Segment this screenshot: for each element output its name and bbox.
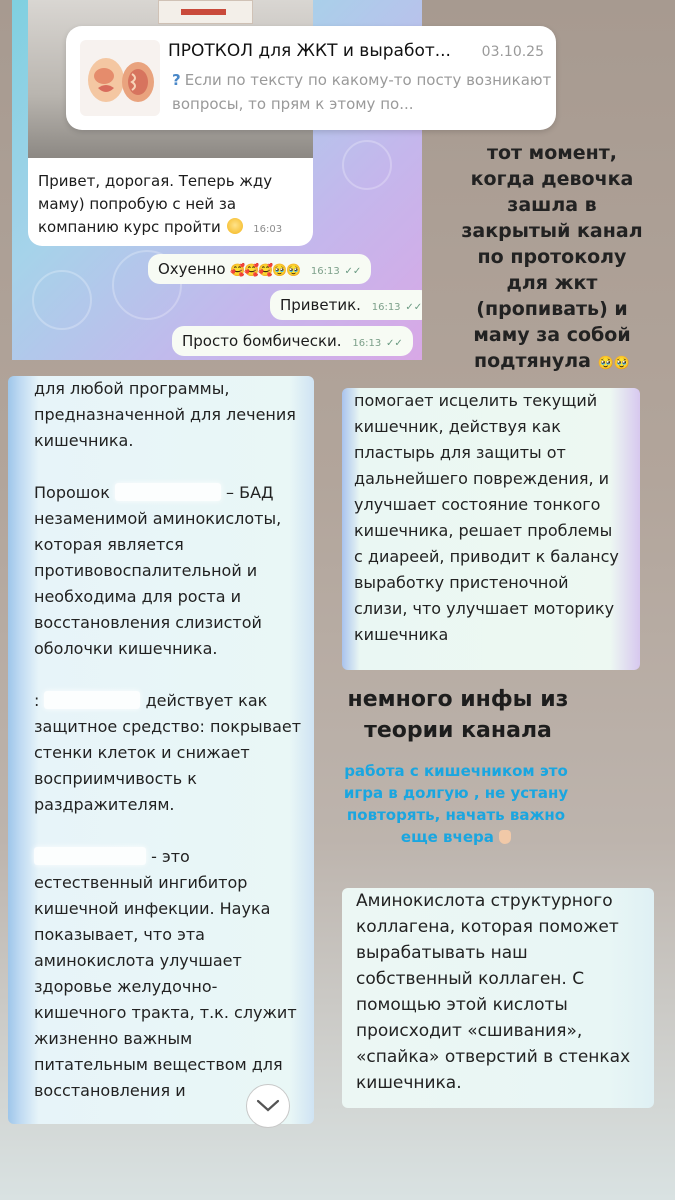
- waving-hand-icon: [499, 830, 511, 844]
- text-card-right-top-body: помогает исцелить текущий кишечник, действуя как пластырь для защиты от дальнейшего повреждения, и улучшает состояние тонкого кишечника, решает проблемы с диареей, приводит к балансу выработку пристеночной слизи, что улучшает моторику кишечника: [354, 391, 619, 644]
- smiling-face-icon: [227, 218, 243, 234]
- message-time: 16:03: [253, 224, 283, 235]
- paragraph: для любой программы, предназначенной для лечения кишечника.: [34, 379, 296, 450]
- teal-note: [336, 760, 576, 848]
- caption-line: подтянула: [474, 350, 591, 372]
- caption-line: когда девочка: [470, 168, 634, 190]
- paragraph: [34, 480, 306, 662]
- paragraph-text: - это естественный ингибитор кишечной инфекции. Наука показывает, что эта аминокислота улучшает здоровье желудочно-кишечного тракта, т.к. служит жизненно важным питательным веществом для восстановления и: [34, 847, 297, 1100]
- message-time: 16:13: [371, 302, 401, 313]
- paragraph-text: Порошок: [34, 483, 110, 502]
- background-doodle: [32, 270, 92, 330]
- message-time: 16:13: [352, 338, 382, 349]
- paragraph-text: действует как защитное средство: покрывает стенки клеток и снижает восприимчивость к раздражителям.: [34, 691, 302, 814]
- message-emoji: 🥰🥰🥰🥹🥹: [230, 263, 301, 277]
- background-doodle: [342, 140, 392, 190]
- redacted-block: [34, 847, 146, 865]
- incoming-message-text: Привет, дорогая. Теперь жду маму) попробую с ней за компанию курс пройти: [38, 172, 273, 236]
- caption-line: закрытый канал: [461, 220, 643, 242]
- digestive-system-icon: [80, 40, 160, 116]
- caption-line-last: [428, 348, 675, 377]
- caption-line: маму за собой: [473, 324, 631, 346]
- caption-line: для жкт: [506, 272, 598, 294]
- caption-line: зашла в: [507, 194, 597, 216]
- caption-line: (пропивать) и: [476, 298, 628, 320]
- pinned-post-date: 03.10.25: [481, 44, 544, 60]
- pinned-preview-text: Если по тексту по какому-то посту возникают вопросы, то прям к этому по...: [172, 71, 552, 113]
- paragraph: [34, 844, 306, 1104]
- section-heading: немного инфы из теории канала: [347, 687, 569, 743]
- message-time: 16:13: [310, 266, 340, 277]
- paragraph-text: – БАД незаменимой аминокислоты, которая является противовоспалительной и необходима для роста и восстановления слизистой оболочки кишечника.: [34, 483, 282, 658]
- outgoing-message[interactable]: [270, 290, 422, 320]
- scroll-down-button[interactable]: [246, 1084, 290, 1128]
- question-mark-icon: ?: [172, 71, 181, 89]
- pinned-post-link[interactable]: [66, 26, 556, 130]
- text-card-right-top: [342, 388, 640, 670]
- outgoing-message-text: Просто бомбически.: [182, 332, 342, 350]
- teal-note-text: работа с кишечником это игра в долгую , не устану повторять, начать важно еще вчера: [343, 762, 569, 846]
- outgoing-message-text: Приветик.: [280, 296, 361, 314]
- paragraph: [34, 688, 306, 818]
- chevron-down-icon: [256, 1099, 280, 1113]
- redacted-block: [44, 691, 140, 709]
- pleading-face-icon: 🥹🥹: [597, 356, 630, 371]
- text-card-right-bottom: [342, 888, 654, 1108]
- caption-line: тот момент,: [486, 142, 618, 164]
- incoming-message[interactable]: [28, 158, 313, 246]
- pinned-post-title: ПРОТКОЛ для ЖКТ и выработ...: [168, 41, 451, 61]
- read-ticks-icon: ✓✓: [405, 302, 422, 313]
- outgoing-message[interactable]: [172, 326, 413, 356]
- pinned-post-preview: [172, 68, 552, 116]
- text-card-left: [8, 376, 314, 1124]
- outgoing-message[interactable]: [148, 254, 371, 284]
- read-ticks-icon: ✓✓: [385, 338, 403, 349]
- caption-line: по протоколу: [477, 246, 627, 268]
- paragraph-text: :: [34, 691, 40, 710]
- text-card-left-body: [34, 376, 306, 1124]
- product-box-image: [158, 0, 253, 24]
- story-caption: [428, 140, 675, 377]
- outgoing-message-text: Охуенно: [158, 260, 226, 278]
- redacted-block: [115, 483, 221, 501]
- read-ticks-icon: ✓✓: [344, 266, 362, 277]
- text-card-right-bottom-body: Аминокислота структурного коллагена, которая поможет вырабатывать наш собственный коллаген. С помощью этой кислоты происходит «сшивания», «спайка» отверстий в стенках кишечника.: [356, 891, 631, 1093]
